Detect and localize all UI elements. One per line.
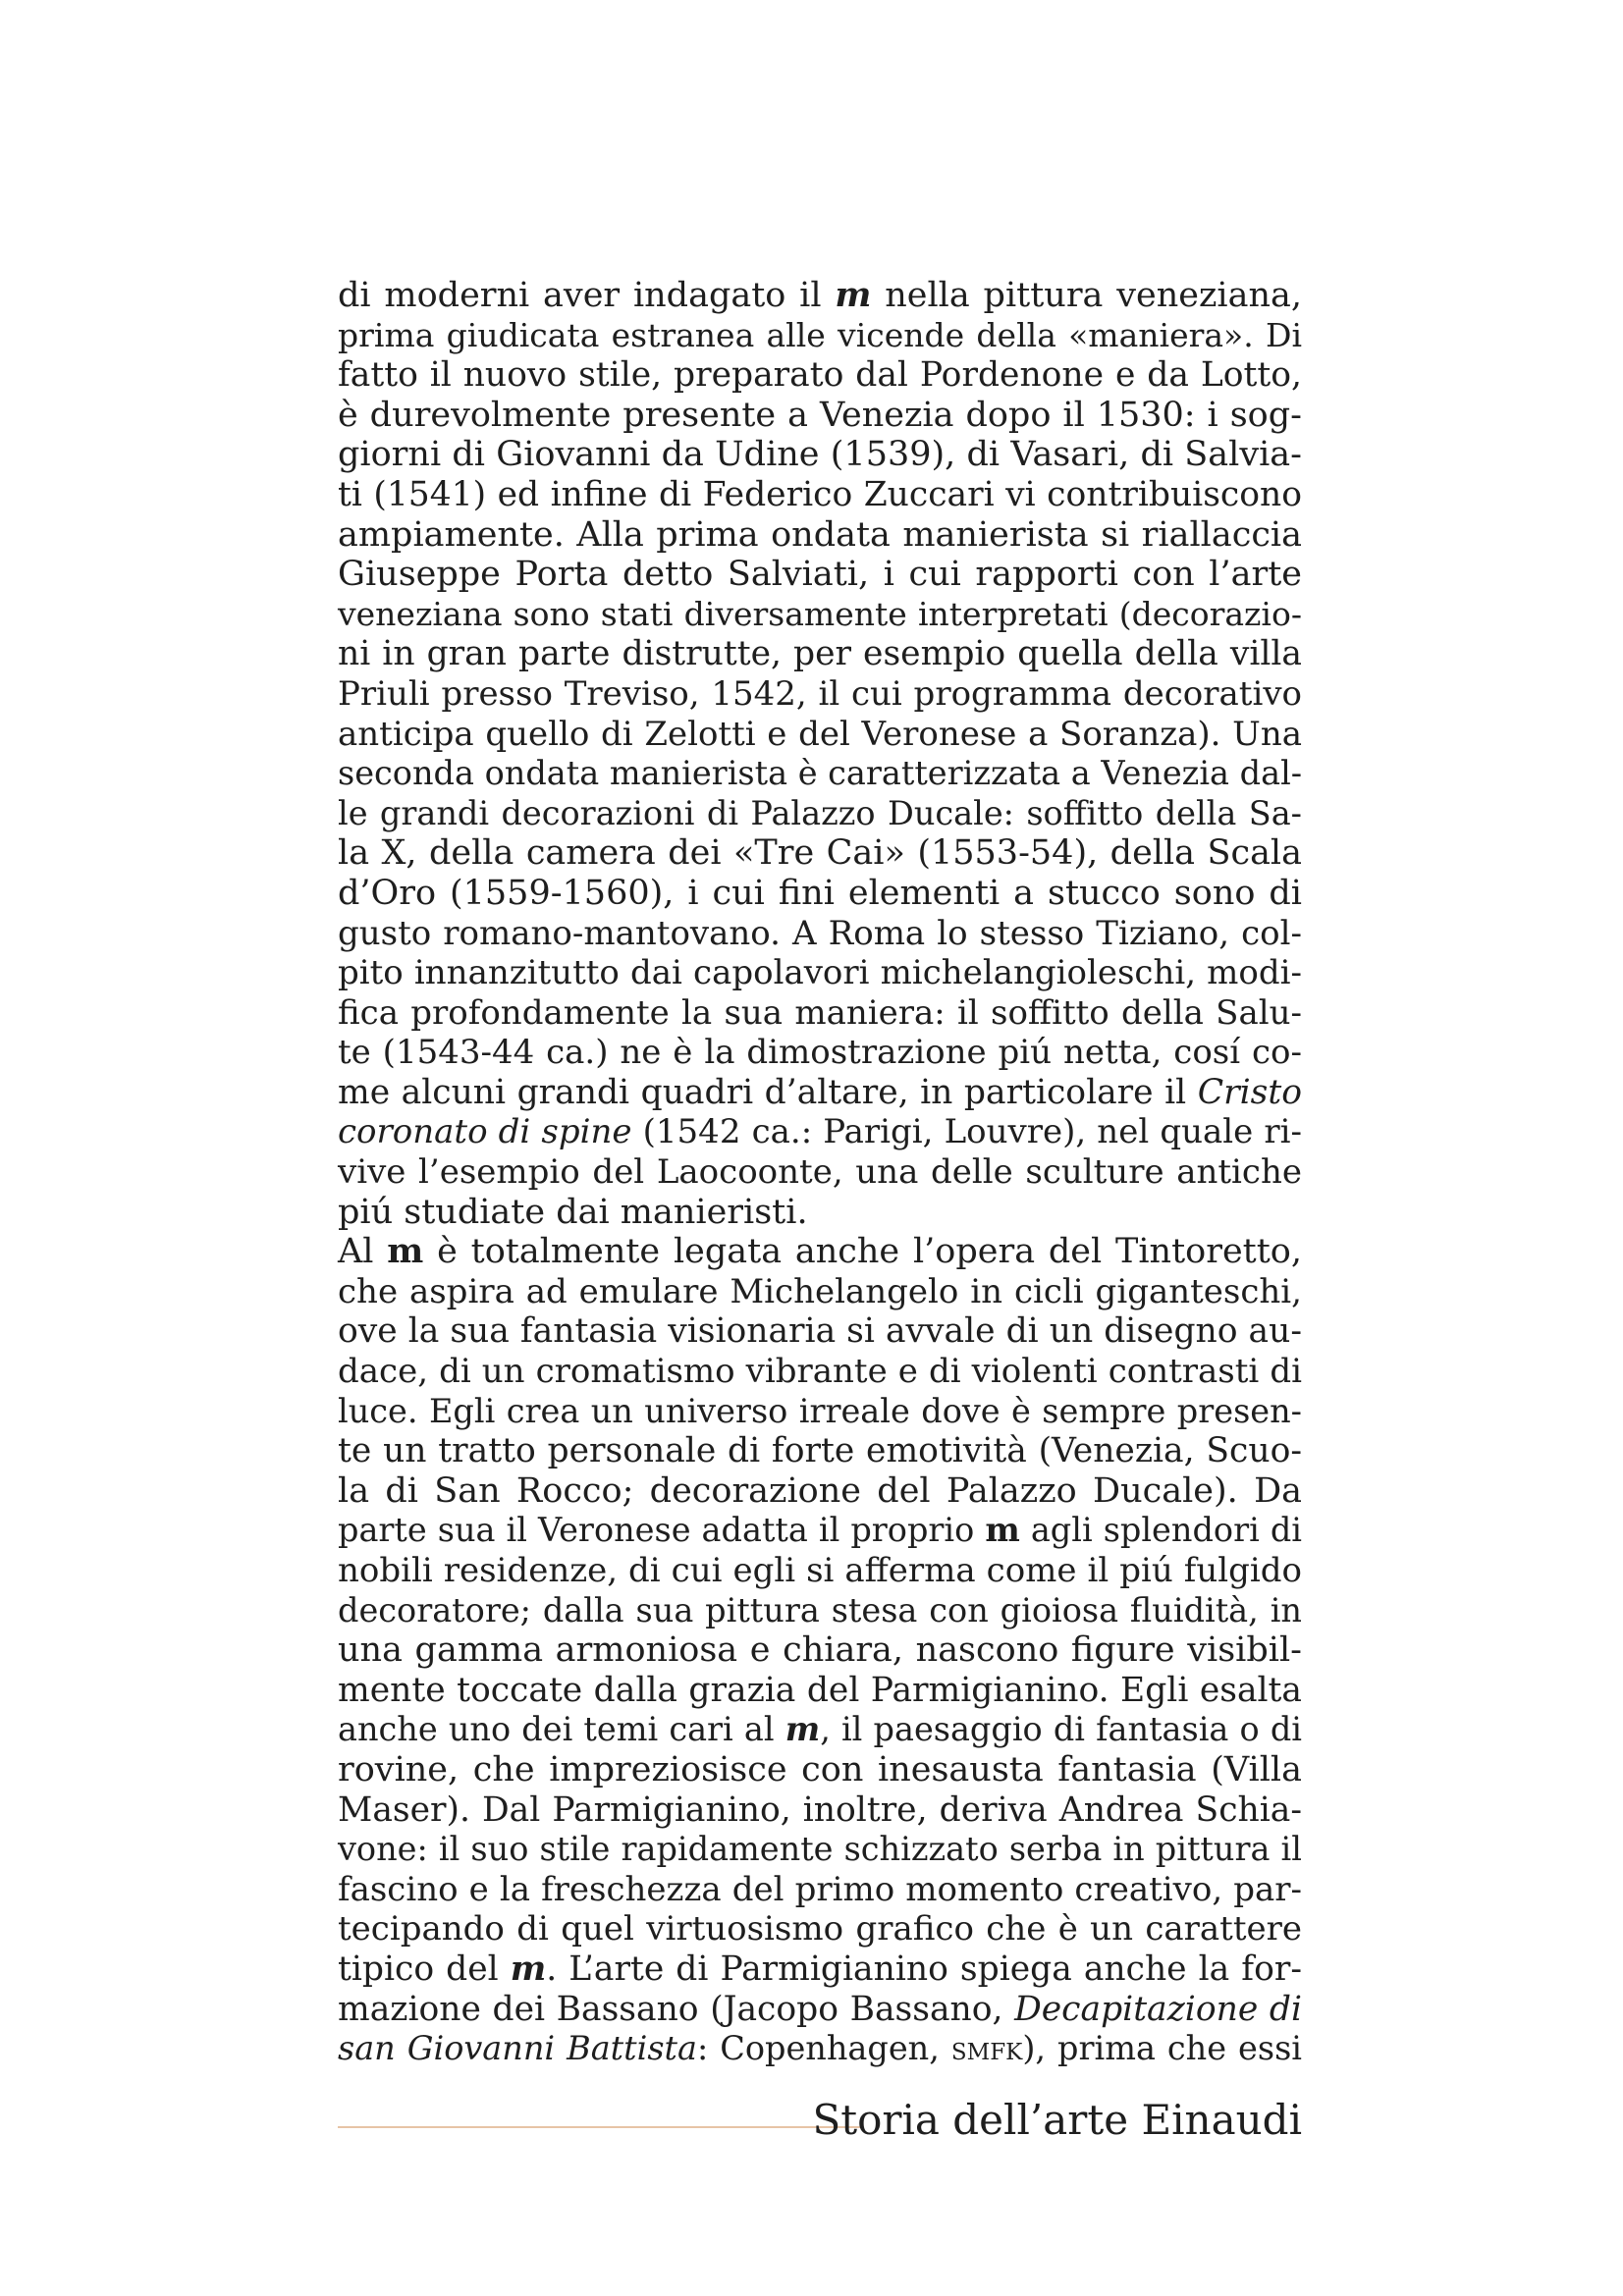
text-line: fatto il nuovo stile, preparato dal Pordenone e da Lotto, [338,355,1302,396]
text-line: Giuseppe Porta detto Salviati, i cui rapporti con l’arte [338,555,1302,595]
text-line: rovine, che impreziosisce con inesausta fantasia (Villa [338,1749,1302,1789]
text-line: ni in gran parte distrutte, per esempio quella della villa [338,634,1302,674]
text-line: di moderni aver indagato il m nella pittura veneziana, [338,275,1302,315]
artwork-title: Decapitazione di [1014,1989,1302,2029]
text-line: mente toccate dalla grazia del Parmigianino. Egli esalta [338,1670,1302,1710]
text-line: mazione dei Bassano (Jacopo Bassano, Decapitazione di [338,1989,1302,2029]
text-line: Priuli presso Treviso, 1542, il cui programma decorativo [338,673,1302,714]
text-line: vive l’esempio del Laocoonte, una delle sculture antiche [338,1152,1302,1193]
text-line: che aspira ad emulare Michelangelo in cicli giganteschi, [338,1271,1302,1311]
emphasis-m: m [510,1949,547,1989]
text-line: le grandi decorazioni di Palazzo Ducale: soffitto della Sa- [338,793,1302,832]
text-line: piú studiate dai manieristi. [338,1192,808,1232]
text-line: san Giovanni Battista: Copenhagen, smfk), prima che essi [338,2029,1302,2068]
text-line: luce. Egli crea un universo irreale dove è sempre presen- [338,1391,1302,1430]
text-line: una gamma armoniosa e chiara, nascono figure visibil- [338,1630,1302,1671]
text-line: ove la sua fantasia visionaria si avvale di un disegno au- [338,1311,1302,1352]
text-line: d’Oro (1559-1560), i cui fini elementi a stucco sono di [338,873,1302,913]
text-line: è durevolmente presente a Venezia dopo il 1530: i sog- [338,395,1302,435]
text-line: seconda ondata manierista è caratterizzata a Venezia dal- [338,754,1303,793]
artwork-title: coronato di spine [338,1112,632,1152]
emphasis-m: m [835,275,872,315]
text-line: dace, di un cromatismo vibrante e di violenti contrasti di [338,1352,1302,1392]
text-line: fascino e la freschezza del primo momento creativo, par- [338,1869,1302,1909]
text-line: te un tratto personale di forte emotività (Venezia, Scuo- [338,1431,1302,1471]
text-line: Al m è totalmente legata anche l’opera del Tintoretto, [338,1231,1302,1272]
text-line: fica profondamente la sua maniera: il soffitto della Salu- [338,992,1302,1033]
text-line: nobili residenze, di cui egli si afferma come il piú fulgido [338,1551,1302,1590]
text-line: decoratore; dalla sua pittura stesa con gioiosa fluidità, in [338,1590,1302,1629]
text-line: la di San Rocco; decorazione del Palazzo Ducale). Da [338,1470,1302,1511]
text-line: anticipa quello di Zelotti e del Veronese a Soranza). Una [338,714,1302,754]
emphasis-m: m [985,1511,1020,1550]
text-line: me alcuni grandi quadri d’altare, in particolare il Cristo [338,1072,1302,1112]
text-line: tecipando di quel virtuosismo grafico che è un carattere [338,1909,1302,1949]
museum-abbreviation: smfk [950,2029,1023,2068]
artwork-title: Cristo [1197,1072,1302,1112]
text-line: pito innanzitutto dai capolavori michelangioleschi, modi- [338,953,1302,993]
text-line: la X, della camera dei «Tre Cai» (1553-54), della Scala [338,833,1302,874]
artwork-title: san Giovanni Battista [338,2029,697,2068]
text-line: giorni di Giovanni da Udine (1539), di Vasari, di Salvia- [338,435,1302,475]
body-text [338,276,1302,2069]
text-line: coronato di spine (1542 ca.: Parigi, Louvre), nel quale ri- [338,1112,1302,1152]
text-line: parte sua il Veronese adatta il proprio m agli splendori di [338,1511,1302,1550]
text-line: ti (1541) ed infine di Federico Zuccari vi contribuiscono [338,474,1302,514]
text-line: anche uno dei temi cari al m, il paesaggio di fantasia o di [338,1710,1302,1749]
text-line: gusto romano-mantovano. A Roma lo stesso Tiziano, col- [338,913,1302,953]
text-line: te (1543-44 ca.) ne è la dimostrazione piú netta, cosí co- [338,1033,1302,1073]
text-line: vone: il suo stile rapidamente schizzato serba in pittura il [338,1830,1302,1869]
text-line: tipico del m. L’arte di Parmigianino spiega anche la for- [338,1949,1302,1989]
text-line: prima giudicata estranea alle vicende della «maniera». Di [338,315,1302,354]
emphasis-m: m [387,1231,424,1272]
footer-title: Storia dell’arte Einaudi [812,2096,1302,2144]
text-line: veneziana sono stati diversamente interpretati (decorazio- [338,594,1302,633]
text-line: Maser). Dal Parmigianino, inoltre, deriva Andrea Schia- [338,1789,1302,1830]
emphasis-m: m [784,1710,821,1749]
text-line: ampiamente. Alla prima ondata manierista si riallaccia [338,514,1302,555]
